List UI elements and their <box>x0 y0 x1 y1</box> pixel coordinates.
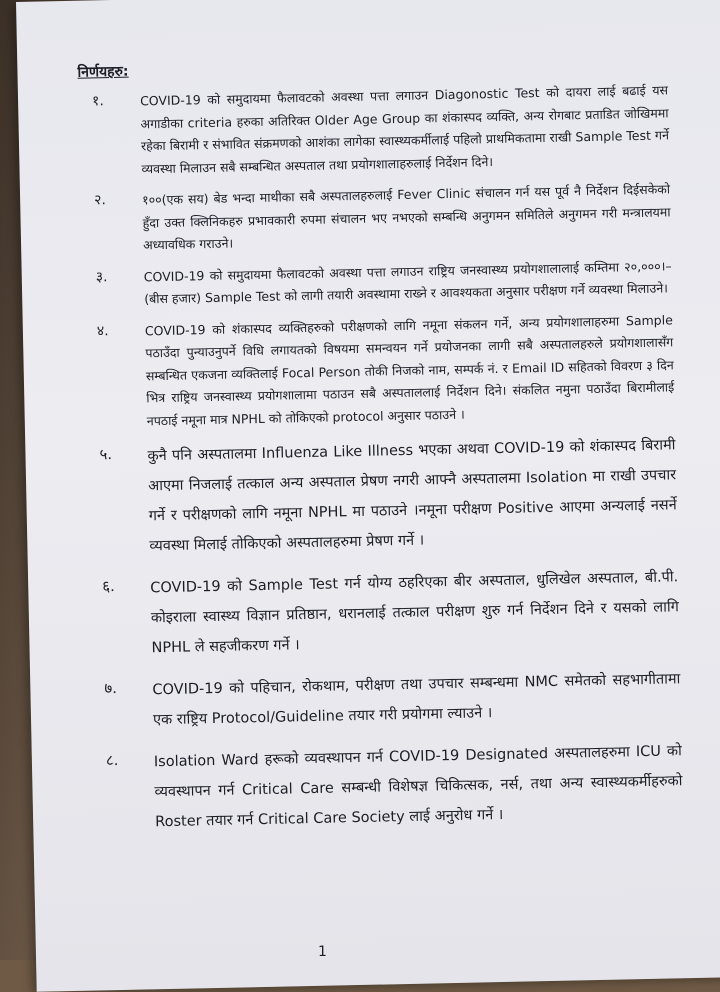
document-page <box>16 0 720 992</box>
item-number: ८. <box>105 751 119 770</box>
item-text: COVID-19 को पहिचान, रोकथाम, परीक्षण तथा उपचार सम्बन्धमा NMC समेतको सहभागीतामा एक राष्ट्रिय Protocol/Guideline तयार गरी प्रयोगमा ल्याउने । <box>152 671 681 729</box>
list-item <box>80 178 671 258</box>
item-text: COVID-19 को समुदायमा फैलावटको अवस्था पत्ता लगाउन Diagonostic Test को दायरा लाई बढाई यस अगाडीका criteria हरुका अतिरिक्त Older Age Group का शंकास्पद व्यक्ति, अन्य रोगबाट प्रताडित जोखिममा रहेका बिरामी र संभावित संक्रमणको आशंका लागेका स्वास्थ्यकर्मीलाई पहिलो प्राथमिकतामा राखी Sample Test गर्ने व्यवस्था मिलाउन सबै सम्बन्धित अस्पताल तथा प्रयोगशालाहरुलाई निर्देशन दिने। <box>139 82 670 176</box>
document-content <box>77 50 683 850</box>
list-item <box>78 79 670 181</box>
item-number: ५. <box>99 445 113 464</box>
list-item <box>92 736 684 838</box>
list-item <box>82 255 673 312</box>
item-number: ४. <box>96 322 109 339</box>
item-text: COVID-19 को समुदायमा फैलावटको अवस्था पत्ता लगाउन राष्ट्रिय जनस्वास्थ्य प्रयोगशालालाई कम्तिमा २०,०००।– (बीस हजार) Sample Test को लागी तयारी अवस्थामा राख्ने र आवश्यकता अनुसार परीक्षण गर्ने व्यवस्था मिलाउने। <box>143 257 672 307</box>
item-text: Isolation Ward हरूको व्यवस्थापन गर्न COVID-19 Designated अस्पतालहरुमा ICU को व्यवस्थापन गर्न Critical Care सम्बन्धी विशेषज्ञ चिकित्सक, नर्स, तथा अन्य स्वास्थ्यकर्मीहरुको Roster तयार गर्न Critical Care Society लाई अनुरोध गर्ने । <box>153 743 683 831</box>
item-number: ३. <box>95 268 108 285</box>
page-number: 1 <box>318 944 327 960</box>
list-item <box>85 430 677 562</box>
item-text: COVID-19 को शंकास्पद व्यक्तिहरुको परीक्षणको लागि नमूना संकलन गर्ने, अन्य प्रयोगशालाहरुमा Sample पठाउँदा पुन्याउनुपर्ने विधि लगायतको विषयमा समन्वयन गर्ने प्रयोजनका लागी सबै अस्पतालहरुले प्रयोगशालासँग सम्बन्धित एकजना व्यक्तिलाई Focal Person तोकी निजको नाम, सम्पर्क नं. र Email ID सहितको विवरण ३ दिन भित्र राष्ट्रिय जनस्वास्थ्य प्रयोगशालामा पठाउन सबै अस्पताललाई निर्देशन दिने। संकलित नमुना पठाउँदा बिरामीलाई नपठाई नमूना मात्र NPHL को तोकिएको protocol अनुसार पठाउने । <box>144 311 675 428</box>
section-heading: निर्णयहरु: <box>77 63 129 81</box>
item-text: COVID-19 को Sample Test गर्न योग्य ठहरिएका बीर अस्पताल, धुलिखेल अस्पताल, बी.पी. कोइराला स्वास्थ्य विज्ञान प्रतिष्ठान, धरानलाई तत्काल परीक्षण शुरु गर्न निर्देशन दिने र यसको लागि NPHL ले सहजीकरण गर्ने । <box>150 569 679 657</box>
item-text: कुनै पनि अस्पतालमा Influenza Like Illness भएका अथवा COVID-19 को शंकास्पद बिरामी आएमा निजलाई तत्काल अन्य अस्पताल प्रेषण नगरी आफ्नै अस्पतालमा Isolation मा राखी उपचार गर्ने र परीक्षणको लागि नमूना NPHL मा पठाउने ।नमूना परीक्षण Positive आएमा अन्यलाई नसर्ने व्यवस्था मिलाई तोकिएको अस्पतालहरुमा प्रेषण गर्ने । <box>147 437 677 555</box>
list-item <box>88 562 680 664</box>
item-number: ७. <box>104 679 118 698</box>
item-number: १. <box>91 93 104 110</box>
item-number: २. <box>94 192 107 209</box>
list-item <box>90 664 681 736</box>
item-number: ६. <box>102 577 116 596</box>
item-text: १००(एक सय) बेड भन्दा माथीका सबै अस्पतालहरुलाई Fever Clinic संचालन गर्न यस पूर्व नै निर्देशन दिईसकेको हुँदा उक्त क्लिनिकहरु प्रभावकारी रुपमा संचालन भए नभएको सम्बन्धि अनुगमन समितिले अनुगमन गरी मन्त्रालयमा अध्यावधिक गराउने। <box>142 181 671 253</box>
list-item <box>83 309 675 434</box>
